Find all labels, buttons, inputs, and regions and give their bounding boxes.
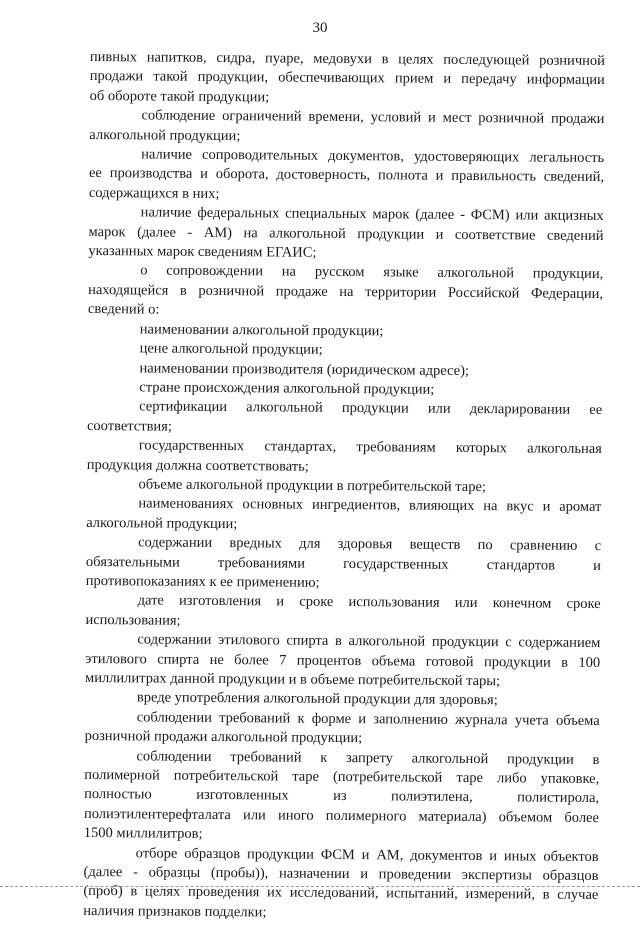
text-line: алкогольной продукции; [89,126,241,144]
paragraph [86,533,601,595]
paragraph [89,145,604,207]
text-line: государственных стандартах, требованиям которых алкогольная [138,437,602,458]
paragraph [88,203,603,265]
text-line: полимерной потребительской таре (потребительской таре либо упаковке, [84,767,600,788]
text-line: пивных напитков, сидра, пуаре, медовухи в целях последующей розничной [89,48,605,70]
text-line: цене алкогольной продукции; [139,340,323,358]
text-line: наличие федеральных специальных марок (далее - ФСМ) или акцизных [140,204,604,225]
text-line: использования; [85,611,181,629]
text-line: стране происхождения алкогольной продукции; [139,379,435,398]
text-line: марок (далее - АМ) на алкогольной продукции и соответствие сведений [88,223,604,244]
text-line: продажи такой продукции, обеспечивающих прием и передачу информации [89,68,605,89]
text-line: сведений о: [87,301,160,318]
paragraph [90,48,605,110]
text-line: полиэтилентерефталата или иного полимерного материала) объемом более [83,805,600,826]
paragraph [88,261,603,323]
text-line: сертификации алкогольной продукции или декларировании ее [139,398,603,419]
text-line: находящейся в розничной продаже на территории Российской Федерации, [88,281,604,302]
text-line: соблюдении требований к запрету алкогольной продукции в [136,748,600,768]
paragraph [86,494,601,537]
text-line: продукция должна соответствовать; [86,456,309,475]
text-line: обязательными требованиями государственных стандартов и [85,553,602,574]
paragraph [89,106,604,149]
paragraph [87,436,602,479]
paragraph [85,630,600,692]
text-line: этилового спирта не более 7 процентов объема готовой продукции в 100 [85,650,601,671]
text-line: наименованиях основных ингредиентов, влияющих на вкус и аромат [138,495,602,516]
text-line: миллилитрах данной продукции и в объеме потребительской тары; [84,669,501,690]
page-number: 30 [312,20,328,36]
text-line: розничной продажи алкогольной продукции; [84,728,363,747]
paragraph [85,591,600,634]
paragraph [83,844,599,925]
text-line: вреде употребления алкогольной продукции для здоровья; [136,689,498,709]
text-line: полностью изготовленных из полиэтилена, полистирола, [84,786,600,807]
text-line: алкогольной продукции; [86,514,238,532]
text-line: наименовании алкогольной продукции; [139,321,384,340]
text-line: наличия признаков подделки; [83,902,267,921]
paragraph [87,397,602,440]
text-line: противопоказаниях к ее применению; [85,572,320,591]
text-line: 1500 миллилитров; [83,825,203,843]
text-line: содержании этилового спирта в алкогольной продукции с содержанием [137,631,601,652]
document-body [83,48,605,925]
text-line: указанных марок сведениям ЕГАИС; [88,243,317,261]
text-line: (далее - образцы (пробы)), назначении и проведении экспертизы образцов [83,864,599,885]
text-line: ее производства и оборота, достоверность, полнота и правильность сведений, [88,165,605,186]
paragraph [84,747,600,848]
text-line: содержании вредных для здоровья веществ по сравнению с [138,534,602,555]
paragraph [85,708,600,751]
text-line: соблюдение ограничений времени, условий и мест розничной продажи [141,107,605,128]
text-line: наименовании производителя (юридическом адресе); [139,359,470,379]
scan-edge-line [0,886,640,887]
text-line: объеме алкогольной продукции в потребительской таре; [138,476,487,496]
text-line: наличие сопроводительных документов, удостоверяющих легальность [141,146,605,167]
text-line: соответствия; [86,417,172,435]
text-line: отборе образцов продукции ФСМ и АМ, документов и иных объектов [135,845,599,865]
text-line: содержащихся в них; [88,184,220,202]
text-line: о сопровождении на русском языке алкогольной продукции, [140,262,604,283]
text-line: об обороте такой продукции; [89,87,270,106]
text-line: (проб) в целях проведения их исследований, испытаний, измерений, в случае [83,883,599,904]
text-line: соблюдении требований к форме и заполнению журнала учета объема [136,709,600,729]
text-line: дате изготовления и сроке использования или конечном сроке [137,592,601,613]
